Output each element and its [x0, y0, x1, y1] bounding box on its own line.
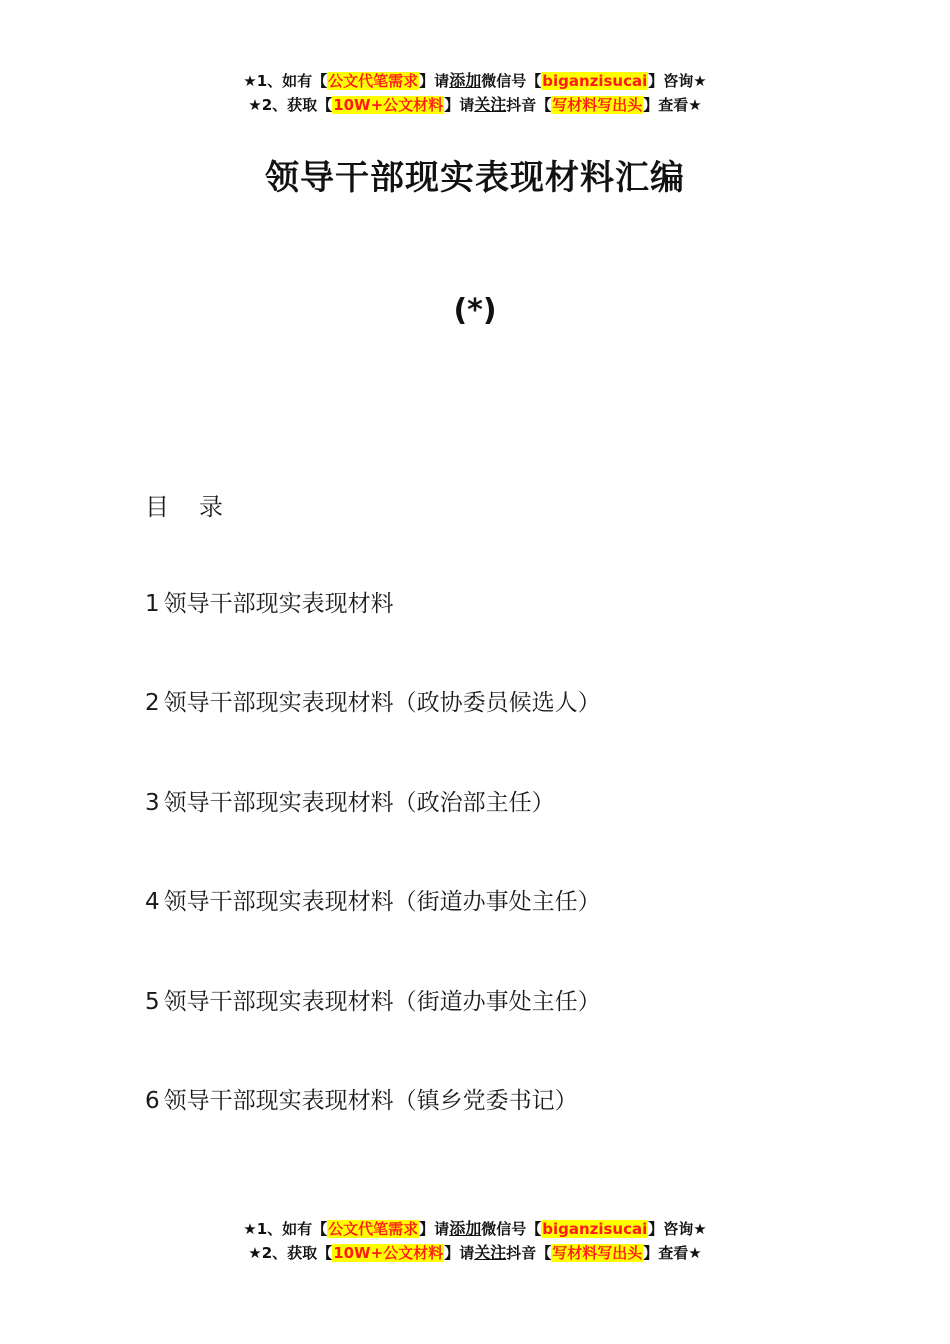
promo-text: 】请 — [419, 1220, 450, 1238]
promo-highlight-service: 公文代笔需求 — [328, 1220, 419, 1238]
promo-text: 】请 — [419, 72, 450, 90]
promo-line-1 — [0, 1217, 950, 1241]
toc-list — [145, 588, 601, 1184]
toc-item-2[interactable] — [145, 687, 601, 786]
promo-line-1 — [0, 69, 950, 93]
toc-item-5[interactable] — [145, 986, 601, 1085]
promo-underline-add: 添加 — [449, 1219, 482, 1238]
toc-item-number: 1 — [145, 591, 160, 617]
promo-highlight-materials: 10W+公文材料 — [333, 96, 444, 114]
promo-text: 微信号【 — [481, 72, 542, 90]
promo-underline-add: 添加 — [449, 71, 482, 90]
toc-item-label: 领导干部现实表现材料（政治部主任） — [163, 789, 555, 816]
promo-underline-follow: 关注 — [474, 95, 507, 114]
toc-item-6[interactable] — [145, 1085, 601, 1184]
toc-item-number: 5 — [145, 988, 160, 1015]
promo-text: 】查看★ — [643, 96, 702, 114]
toc-item-1[interactable] — [145, 588, 601, 687]
promo-text: 】咨询★ — [648, 1220, 707, 1238]
star-icon: ★ — [243, 1220, 257, 1238]
promo-text: 抖音【 — [506, 96, 552, 114]
promo-highlight-wechat-id: biganzisucai — [542, 1220, 648, 1238]
promo-highlight-douyin-id: 写材料写出头 — [552, 1244, 643, 1262]
promo-text: 】咨询★ — [648, 72, 707, 90]
promo-banner-top — [0, 69, 950, 117]
promo-text: 2、获取【 — [261, 96, 333, 114]
promo-text: 微信号【 — [481, 1220, 542, 1238]
toc-heading — [145, 487, 223, 522]
promo-text: 1、如有【 — [256, 1220, 328, 1238]
toc-item-number: 2 — [145, 690, 160, 717]
star-icon: ★ — [248, 1244, 262, 1262]
toc-item-4[interactable] — [145, 886, 601, 985]
toc-heading-right: 录 — [199, 493, 223, 521]
promo-highlight-douyin-id: 写材料写出头 — [552, 96, 643, 114]
star-icon: ★ — [248, 96, 262, 114]
promo-line-2 — [0, 93, 950, 117]
promo-underline-follow: 关注 — [474, 1243, 507, 1262]
promo-highlight-service: 公文代笔需求 — [328, 72, 419, 90]
toc-item-number: 6 — [145, 1087, 160, 1114]
promo-text: 】查看★ — [643, 1244, 702, 1262]
promo-text: 1、如有【 — [256, 72, 328, 90]
promo-text: 抖音【 — [506, 1244, 552, 1262]
toc-item-3[interactable] — [145, 787, 601, 886]
promo-text: 】请 — [444, 96, 475, 114]
document-subtitle: (*) — [453, 293, 497, 328]
promo-text: 】请 — [444, 1244, 475, 1262]
promo-banner-bottom — [0, 1217, 950, 1265]
promo-highlight-materials: 10W+公文材料 — [333, 1244, 444, 1262]
star-icon: ★ — [243, 72, 257, 90]
toc-item-label: 领导干部现实表现材料 — [163, 591, 394, 617]
promo-highlight-wechat-id: biganzisucai — [542, 72, 648, 90]
toc-item-label: 领导干部现实表现材料（政协委员候选人） — [163, 690, 601, 717]
promo-line-2 — [0, 1241, 950, 1265]
document-title: 领导干部现实表现材料汇编 — [265, 158, 685, 198]
toc-item-number: 3 — [145, 789, 160, 816]
toc-item-number: 4 — [145, 889, 160, 916]
toc-item-label: 领导干部现实表现材料（镇乡党委书记） — [163, 1087, 578, 1114]
toc-item-label: 领导干部现实表现材料（街道办事处主任） — [163, 889, 601, 916]
promo-text: 2、获取【 — [261, 1244, 333, 1262]
toc-item-label: 领导干部现实表现材料（街道办事处主任） — [163, 988, 601, 1015]
toc-heading-left: 目 — [145, 493, 169, 521]
